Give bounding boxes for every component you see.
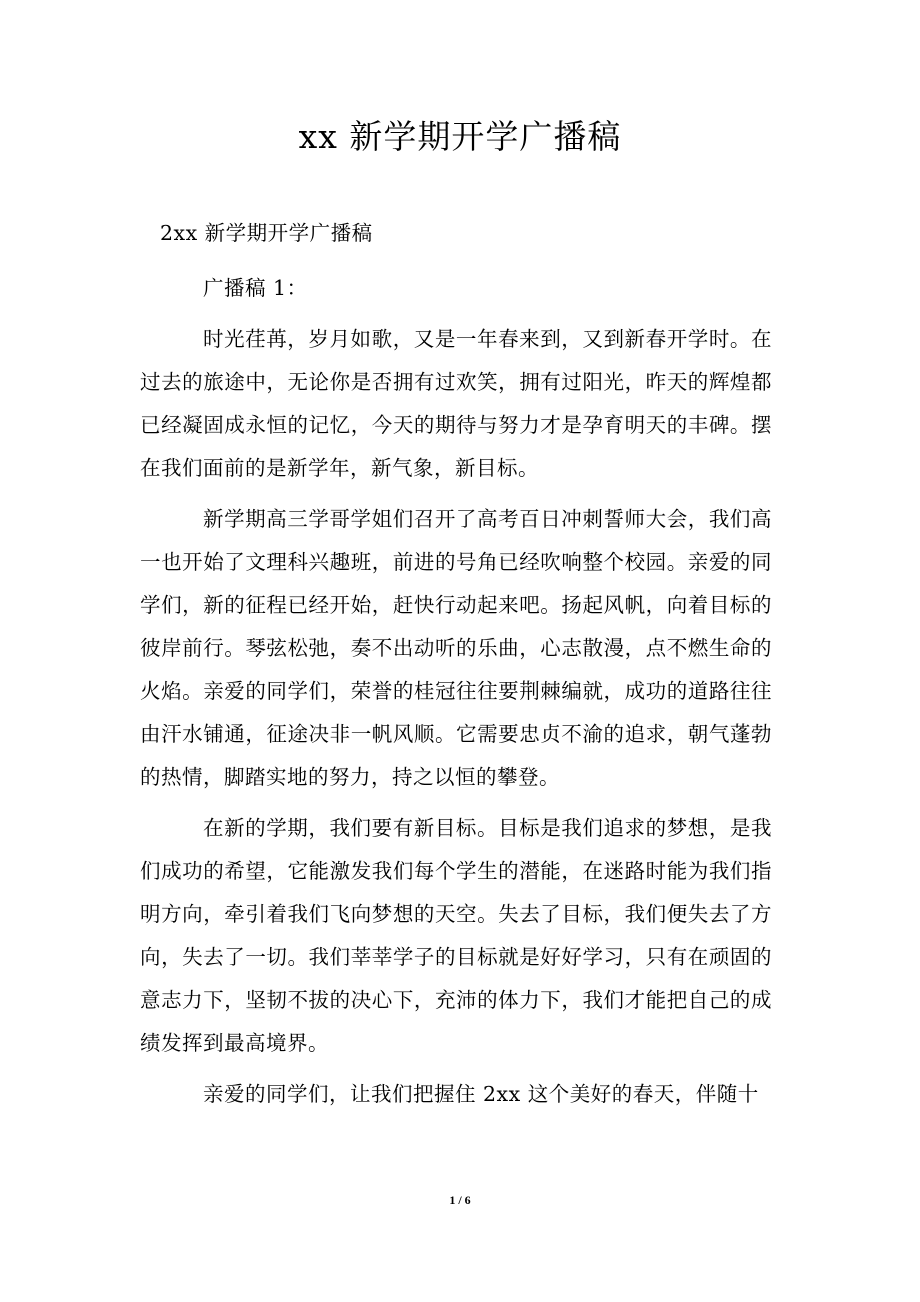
document-title: xx 新学期开学广播稿 (298, 117, 622, 156)
paragraph-3: 在新的学期，我们要有新目标。目标是我们追求的梦想，是我们成功的希望，它能激发我们每个学生的潜能，在迷路时能为我们指明方向，牵引着我们飞向梦想的天空。失去了目标，我们便失去了方向，失去了一切。我们莘莘学子的目标就是好好学习，只有在顽固的意志力下，坚韧不拔的决心下，充沛的体力下，我们才能把自己的成绩发挥到最高境界。 (140, 816, 772, 1055)
document-body (140, 212, 772, 1124)
document-subtitle: 2xx 新学期开学广播稿 (160, 221, 373, 245)
paragraph-1: 时光荏苒，岁月如歌，又是一年春来到，又到新春开学时。在过去的旅途中，无论你是否拥有过欢笑，拥有过阳光，昨天的辉煌都已经凝固成永恒的记忆，今天的期待与努力才是孕育明天的丰碑。摆在我们面前的是新学年，新气象，新目标。 (140, 327, 772, 480)
paragraph-2: 新学期高三学哥学姐们召开了高考百日冲刺誓师大会，我们高一也开始了文理科兴趣班，前进的号角已经吹响整个校园。亲爱的同学们，新的征程已经开始，赶快行动起来吧。扬起风帆，向着目标的彼岸前行。琴弦松弛，奏不出动听的乐曲，心志散漫，点不燃生命的火焰。亲爱的同学们，荣誉的桂冠往往要荆棘编就，成功的道路往往由汗水铺通，征途决非一帆风顺。它需要忠贞不渝的追求，朝气蓬勃的热情，脚踏实地的努力，持之以恒的攀登。 (140, 507, 772, 789)
page-number: 1 / 6 (449, 1193, 471, 1207)
paragraph-4: 亲爱的同学们，让我们把握住 2xx 这个美好的春天，伴随十 (203, 1082, 759, 1106)
section-label: 广播稿 1： (203, 276, 308, 300)
